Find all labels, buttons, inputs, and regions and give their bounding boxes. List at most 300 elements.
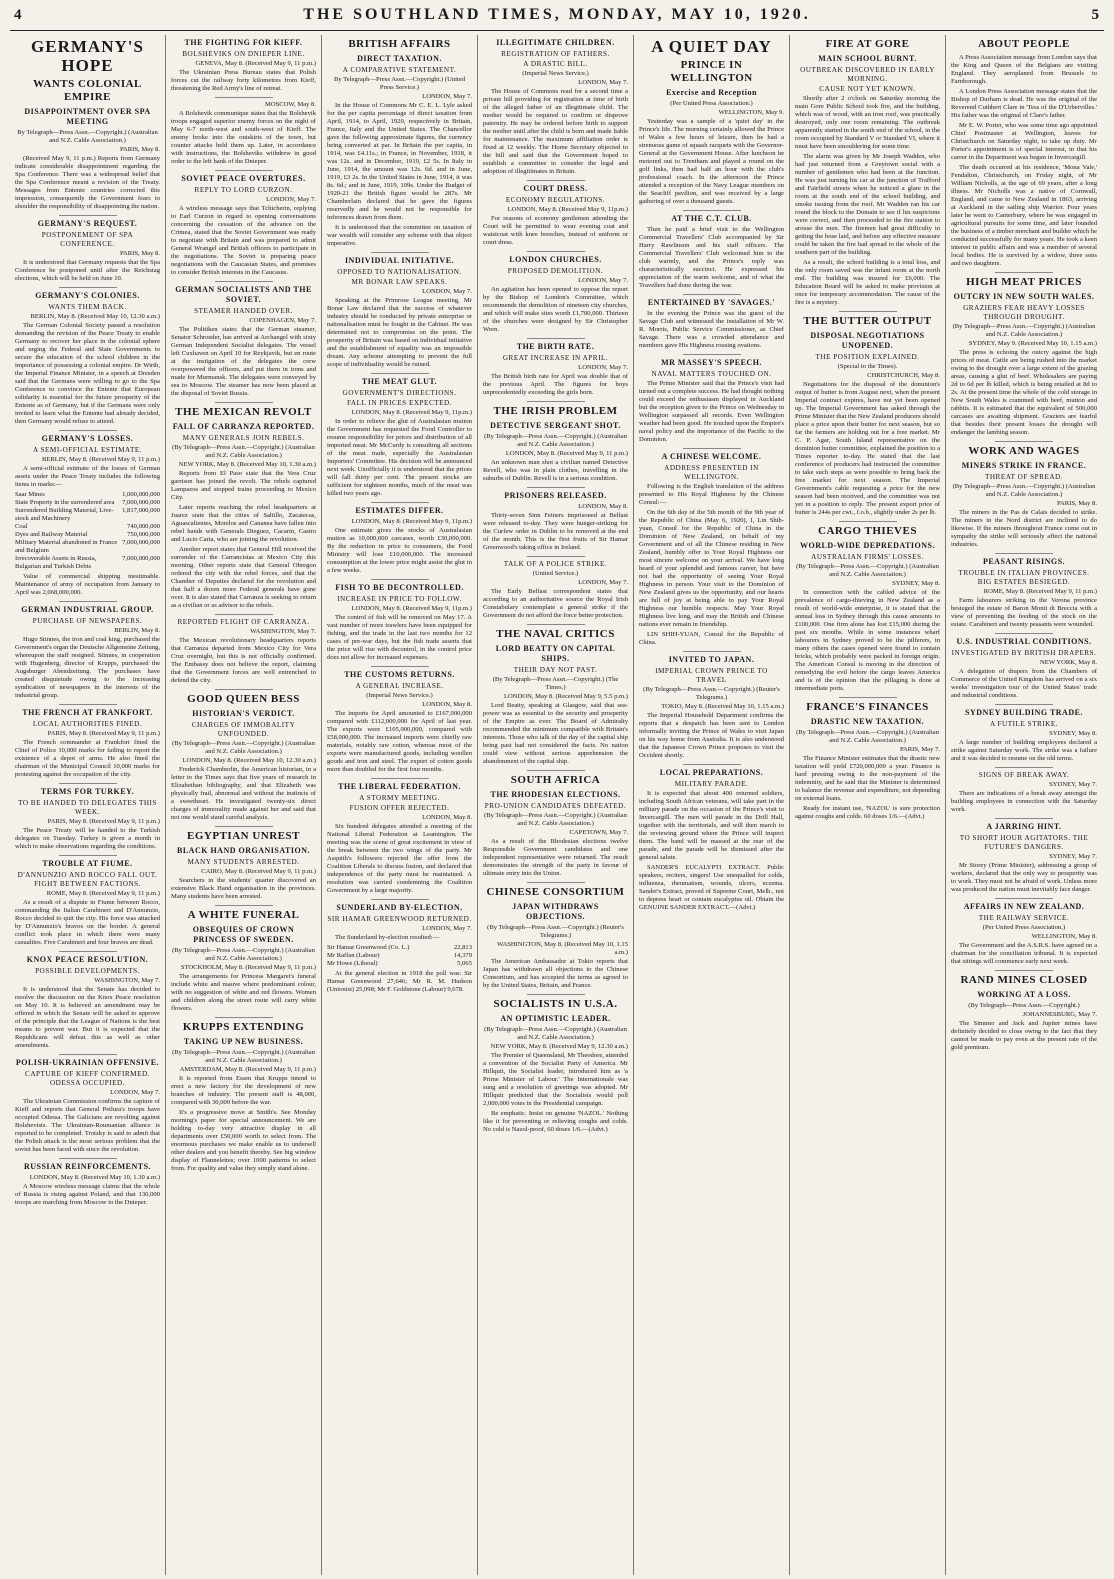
- dateline: SYDNEY, May 9. (Received May 10, 1.15 a.m.): [968, 340, 1097, 347]
- paragraph: A semi-official estimate of the losses of German assets under the Peace Treaty includes the following items in marks:—: [15, 465, 160, 488]
- headline: KRUPPS EXTENDING: [182, 1021, 305, 1033]
- headline: EGYPTIAN UNREST: [187, 830, 300, 842]
- dateline: LONDON, May 7.: [578, 579, 628, 586]
- deck: SIGNS OF BREAK AWAY.: [978, 771, 1070, 779]
- headline: BRITISH AFFAIRS: [348, 38, 451, 50]
- paragraph: Yesterday was a sample of a 'quiet day' in the Prince's life. The morning certainly allowed the Prince of Wales a few hours of leisure, then he had a strenuous game of squash racquets with the Governor-General at the Government House. After luncheon he motored out to Trentham and played a round on the golf links, then had half an hour with the club's professional coach. In the afternoon the Prince attended a reception of the Navy League members on the Seacliff pavilion, and was received by a large gathering of over a thousand guests.: [639, 118, 784, 205]
- divider: [59, 430, 117, 431]
- article: [951, 633, 1097, 700]
- article: [171, 38, 316, 93]
- paragraph: Then he paid a brief visit to the Wellington Commercial Travellers' Club accompanied by Sir Harry Rawlinson and his staff officers. The Commercial Travellers' Club welcomed him to the club warmly, and the Prince's reply was characteristically succinct. He expressed his appreciation of the warm welcome, and of what the Travellers had done during the war.: [639, 226, 784, 289]
- article: [15, 430, 160, 597]
- paragraph: The Finance Minister estimates that the drastic new taxation will yield £720,000,000 a year. Finance is hard pressing owing to the non-payment of the indemnity, and he said that the Minister is determined to balance the revenue and expenditure, not depending on external loans.: [795, 755, 940, 802]
- subheadline: INVITED TO JAPAN.: [668, 655, 755, 664]
- subheadline: TERMS FOR TURKEY.: [40, 787, 135, 796]
- headline: CHINESE CONSORTIUM: [486, 886, 625, 898]
- paragraph: The French commander at Frankfort fined the Chief of Police 10,000 marks for failing to report the existence of a depot of arms. He also fined the chairman of the Municipal Council 10,000 marks for protesting against the occupation of the city.: [15, 739, 160, 778]
- article: [327, 778, 472, 895]
- subheadline: SYDNEY BUILDING TRADE.: [965, 708, 1083, 717]
- divider: [527, 770, 585, 771]
- dateline: LONDON, May 8. (Received May 9, 11p.m.): [351, 409, 472, 416]
- dateline: CAIRO, May 8. (Received May 9, 11 p.m.): [201, 868, 316, 875]
- table-item: Dyes and Railway Material: [15, 531, 88, 538]
- subheadline: WORLD-WIDE DEPREDATIONS.: [800, 541, 935, 550]
- paragraph: Another report states that General Hill received the surrender of the Carrancistas at Mexico City this morning. Other reports state that General Obregon ordered the city with the rebel forces, and that the Chamber of Deputies declared for the revolution and that half a dozen more Federal generals have gone over. It is also stated that Carranza is seeking to return as a civilian or as advisor to the rebels.: [171, 546, 316, 609]
- dateline: BERLIN, May 8. (Received May 9, 11 p.m.): [41, 456, 160, 463]
- divider: [371, 666, 429, 667]
- press-credit: (By Telegraph—Press Assn.—Copyright.) (Reuter's Telegrams.): [487, 924, 624, 939]
- divider: [995, 818, 1053, 819]
- article: [795, 521, 940, 693]
- article: [795, 38, 940, 307]
- subheadline: FALL OF CARRANZA REPORTED.: [172, 422, 315, 431]
- subheadline: GERMAN SOCIALISTS AND THE SOVIET.: [175, 285, 312, 304]
- deck: BOLSHEVIKS ON DNIEPER LINE.: [182, 50, 305, 58]
- paragraph: A Bolshevik communique states that the Bolshevik troops engaged superior enemy forces on the night of May 6-7 north-west and south-west of Kieff. The enemy broke into the outskirts of the town, but counter attacks held them up. Later, in accordance with instructions, the Bolsheviks withdrew in good order to the left bank of the Dnieper.: [171, 110, 316, 165]
- subheadline: THE FRENCH AT FRANKFORT.: [22, 708, 153, 717]
- press-credit: (United Service.): [532, 570, 579, 577]
- divider: [683, 210, 741, 211]
- paragraph: Hugo Stinnes, the iron and coal king, purchased the Government's organ the Deutsche Allgemeine Zeitung, whereupon the staff resigned. Stinnes, in cooperation with Hugenberg, director of Krupps, purchased the Augsburger Abendzeitung. The purchases have created disquietude owing to the increasing syndication of newspapers in the interests of the industrial group.: [15, 636, 160, 699]
- press-credit: By Telegraph—Press Assn.—Copyright.) (United Press Service.): [333, 76, 466, 91]
- article: [15, 951, 160, 1050]
- subheadline: JAPAN WITHDRAWS OBJECTIONS.: [512, 902, 599, 921]
- article: [483, 338, 628, 397]
- dateline: CAPETOWN, May 7.: [569, 829, 628, 836]
- divider: [59, 704, 117, 705]
- dateline: SYDNEY, May 8.: [892, 580, 940, 587]
- deck: PURCHASE OF NEWSPAPERS.: [32, 617, 143, 625]
- paragraph: SANDER'S EUCALYPTI EXTRACT. Public speakers, reciters, singers! Use unequalled for colds, influenza, rheumatism, wounds, ulcers, eczema. Sander's Extract, proved of Supreme Court, Melb., not to depress heart or contain eucalyptus oil. Obtain the GENUINE SANDER EXTRACT.—(Advt.): [639, 864, 784, 911]
- article: [639, 651, 784, 760]
- press-credit: (By Telegraph—Press Assn.—Copyright.) (Australian and N.Z. Cable Association.): [796, 729, 939, 744]
- article: [951, 38, 1097, 268]
- subheadline: AN OPTIMISTIC LEADER.: [500, 1014, 611, 1023]
- article: [327, 252, 472, 369]
- divider: [371, 778, 429, 779]
- press-credit: (Imperial News Service.): [366, 692, 433, 699]
- divider: [215, 402, 273, 403]
- divider: [995, 553, 1053, 554]
- table-row: [15, 491, 160, 499]
- paragraph: At the general election in 1918 the poll was: Sir Hamar Greenwood 27,646; Mr R. M. Hudson (Unionist) 25,098; Mr F. Goldstone (Labour) 9,678.: [327, 970, 472, 993]
- dateline: LONDON, May 7.: [578, 79, 628, 86]
- article: [795, 311, 940, 517]
- paragraph: A delegation of drapers from the Chambers of Commerce of the United Kingdom has arrived on a six weeks' investigation tour of the United States' trade and industrial conditions.: [951, 668, 1097, 699]
- column-2: [166, 35, 322, 1575]
- paragraph: Farm labourers striking in the Verona province besieged the estate of Baron Monti di Breccia with a view of preventing the feeding of the stock on the estate. Carabineri and twenty peasants were wounded.: [951, 597, 1097, 628]
- paragraph: It is reported from Essen that Krupps intend to erect a new factory for the development of new branches of industry. The present staff is 48,000, compared with 30,000 before the war.: [171, 1075, 316, 1106]
- divider: [215, 1017, 273, 1018]
- dateline: STOCKHOLM, May 8. (Received May 9, 11 p.m.): [180, 964, 316, 971]
- deck: A COMPARATIVE STATEMENT.: [342, 66, 457, 74]
- deck: THREAT OF SPREAD.: [984, 473, 1064, 481]
- subheadline: POLISH-UKRAINIAN OFFENSIVE.: [15, 1058, 160, 1067]
- table-item: Irrecoverable Assets in Russia, Bulgarian and Turkish Debts: [15, 555, 97, 570]
- article: [951, 553, 1097, 629]
- dateline: PARIS, May 8. (Received May 9, 11 p.m.): [47, 730, 160, 737]
- divider: [215, 97, 273, 98]
- headline: THE BUTTER OUTPUT: [803, 315, 932, 327]
- paragraph: Lord Beatty, speaking at Glasgow, said that sea-power was as essential to the security and prosperity of the Empire as ever. The Board of Admiralty recommended the minimum compatible with Britain's interests. Those who talk of the day of the capital ship being past had not considered the facts. No nation could view without serious apprehension the abandonment of the capital ship.: [483, 702, 628, 765]
- dateline: PARIS, May 7.: [899, 746, 940, 753]
- headline: SOCIALISTS IN U.S.A.: [493, 998, 618, 1010]
- article: [483, 38, 628, 176]
- article: [639, 354, 784, 444]
- divider: [527, 338, 585, 339]
- article: [15, 37, 160, 211]
- divider: [527, 180, 585, 181]
- headline: GOOD QUEEN BESS: [187, 693, 300, 705]
- dateline: AMSTERDAM, May 8. (Received May 9, 11 p.m.): [179, 1066, 316, 1073]
- subheadline: OUTCRY IN NEW SOUTH WALES.: [953, 292, 1095, 301]
- article: [639, 764, 784, 912]
- press-credit: (By Telegraph—Press Assn.—Copyright.) (Australian and N.Z. Cable Association.): [952, 483, 1096, 498]
- divider: [59, 783, 117, 784]
- divider: [527, 251, 585, 252]
- deck: PROPOSED DEMOLITION.: [507, 267, 604, 275]
- press-credit: (By Telegraph—Press Assn.—Copyright.) (The Times.): [492, 676, 619, 691]
- dateline: WASHINGTON, May 7.: [94, 977, 160, 984]
- divider: [995, 441, 1053, 442]
- press-credit: (By Telegraph—Press Assn.—Copyright.) (Australian and N.Z. Cable Association.): [796, 563, 939, 578]
- dateline: ROME, May 8. (Received May 9, 11 p.m.): [983, 588, 1097, 595]
- paragraph: For reasons of economy gentlemen attending the Court will be permitted to wear evening coat and waistcoat with knee breeches, instead of uniform or court dress.: [483, 215, 628, 246]
- column-7: [946, 35, 1102, 1575]
- headline: RAND MINES CLOSED: [960, 974, 1088, 986]
- deck: ADDRESS PRESENTED IN WELLINGTON.: [664, 464, 759, 481]
- table-item: Coal: [15, 523, 28, 530]
- dateline: SYDNEY, May 8.: [1049, 730, 1097, 737]
- headline: ABOUT PEOPLE: [978, 38, 1070, 50]
- paragraph: Six hundred delegates attended a meeting of the National Liberal Federation at Leamington. The meeting was the scene of great excitement in view of the break between the two wings of the party. Mr Asquith's followers rejected the offer from the Coalition Liberals to discuss fusion, and declared that independence of the party must be maintained. A resolution was carried condemning the Coalition Government by a large majority.: [327, 823, 472, 894]
- columns: [10, 35, 1104, 1575]
- dateline: PARIS, May 8.: [1056, 500, 1097, 507]
- deck-secondary: A DRASTIC BILL.: [523, 60, 588, 68]
- article: [15, 601, 160, 700]
- deck: NAVAL MATTERS TOUCHED ON.: [651, 370, 772, 378]
- paragraph: The imports for April amounted to £167,000,000 compared with £112,000,000 for April of last year. The exports were £105,000,000, compared with £58,000,000. The increased imports were chiefly raw materials, notably raw cotton, whereas most of the exports were manufactured goods, including woollen goods and iron and steel. The export of cotton goods more than doubled for the first four months.: [327, 710, 472, 773]
- table-row: [15, 531, 160, 539]
- divider: [371, 579, 429, 580]
- deck: TALK OF A POLICE STRIKE.: [503, 560, 608, 568]
- article: [15, 704, 160, 779]
- subheadline: THE CUSTOMS RETURNS.: [344, 670, 455, 679]
- divider: [215, 281, 273, 282]
- deck: A GENERAL INCREASE.: [355, 682, 444, 690]
- dateline: SYDNEY, May 7.: [1049, 853, 1097, 860]
- paragraph: It is understood that Germany requests that the Spa Conference be postponed until after the Reichstag elections, which will be held on June 10.: [15, 259, 160, 282]
- table-value: 7,000,000,000: [122, 539, 160, 546]
- deck: A SEMI-OFFICIAL ESTIMATE.: [32, 446, 143, 454]
- dateline: LONDON, May 8. (Received May 9, 11p.m.): [351, 518, 472, 525]
- article: [483, 401, 628, 483]
- divider: [995, 704, 1053, 705]
- dateline: LONDON, May 7.: [422, 93, 472, 100]
- subheadline: GERMAN INDUSTRIAL GROUP.: [21, 605, 154, 614]
- deck: REPLY TO LORD CURZON.: [194, 186, 293, 194]
- paragraph: An unknown man shot a civilian named Detective Revell, who was in plain clothes, travelling in the suburbs of Dublin. Revell is in a serious condition.: [483, 459, 628, 482]
- paragraph: Later reports reaching the rebel headquarters at Juarez state that the cities of Saltillo, Zacatecas, Aguascalientes, Morelos and Cananea have fallen into rebel hands with Generals Dieguez, Cacarin, Castro and Lucio Caria, who are joining the revolution.: [171, 504, 316, 543]
- subheadline: THE MEAT GLUT.: [361, 377, 438, 386]
- paragraph: The Ukrainian Press Bureau states that Polish forces cut the railway forty kilometres from Kieff, threatening the Red Army's line of retreat.: [171, 69, 316, 92]
- article: [171, 1017, 316, 1173]
- paragraph: In the House of Commons Mr C. E. L. Lyle asked for the per capita percentage of direct taxation from April, 1914, to April, 1920, respectively in Britain, France, Italy and the United States. The Chancellor gave the following approximate figures, the currency being converted at par. In Britain the per capita, in 1914, was £4.11s.; in France, in November, 1918, it was 12s. and in December, 1919, £2 5s. In Italy in June, 1914, the amount was 12s. 6d. and in June, 1919, £3 2s. In the United States in June, 1914, it was 8s. 6d.; and in June, 1919, 109s. Under the Budget of 1920-21 the British figure would be 287s. Mr Chamberlain declared that he gave the figures reservedly and he would not be responsible for inferences drawn from them.: [327, 102, 472, 221]
- divider: [683, 651, 741, 652]
- deck: OPPOSED TO NATIONALISATION.: [337, 268, 462, 276]
- dateline: PARIS, May 8. (Received May 9, 11 p.m.): [47, 818, 160, 825]
- paragraph: There are indications of a break away amongst the building employees in connection with the Saturday work.: [951, 790, 1097, 813]
- paragraph: The House of Commons read for a second time a private bill providing for registration at time of birth of the alleged father of an illegitimate child. The mother would be required to confirm or disprove paternity. He may be ordered before birth to support the mother until after the child is born and made liable for maintenance. The maximum affiliation order is fixed at 12 weekly. The Home Secretary objected to the bill and said that the Government hoped to establish a committee to consider the legal and adoption of illegitimates in Britain.: [483, 88, 628, 175]
- deck-secondary: FUSION OFFER REJECTED.: [349, 804, 450, 812]
- dateline: LONDON, May 7.: [422, 288, 472, 295]
- deck: GOVERNMENT'S DIRECTIONS.: [342, 389, 457, 397]
- divider: [683, 354, 741, 355]
- subheadline: GERMANY'S LOSSES.: [41, 434, 134, 443]
- deck-secondary: FALL IN PRICES EXPECTED.: [346, 399, 453, 407]
- column-4: [478, 35, 634, 1575]
- article: [951, 818, 1097, 894]
- article: [327, 899, 472, 994]
- dateline: SYDNEY, May 7.: [1049, 781, 1097, 788]
- paragraph: (Received May 9, 11 p.m.) Reports from Germany indicate considerable disappointment regarding the Spa Conference. There was a widespread belief that the Spa Conference meant a revision of the Treaty. Messages from Entente countries corrected this impression, consequently the Government fears to shoulder the responsibility of disappointing the nation.: [15, 155, 160, 210]
- article: [171, 170, 316, 277]
- article: [327, 666, 472, 774]
- press-credit: (By Telegraph—Press Assn.—Copyright.) (Australian and N.Z. Cable Association.): [172, 1049, 315, 1064]
- column-3: [322, 35, 478, 1575]
- divider: [527, 401, 585, 402]
- article: [171, 281, 316, 398]
- subheadline: Exercise and Reception: [666, 88, 757, 97]
- deck: INVESTIGATED BY BRITISH DRAPERS.: [951, 649, 1097, 657]
- press-credit: (Per United Press Association.): [982, 924, 1066, 931]
- deck: LOCAL AUTHORITIES FINED.: [32, 720, 143, 728]
- subheadline: FISH TO BE DECONTROLLED.: [335, 583, 464, 592]
- column-5: [634, 35, 790, 1575]
- deck: IMPERIAL CROWN PRINCE TO TRAVEL: [655, 667, 768, 684]
- article: [639, 210, 784, 290]
- article: [483, 770, 628, 878]
- headline-main: A QUIET DAY: [651, 37, 772, 56]
- deck: D'ANNUNZIO AND ROCCO FALL OUT. FIGHT BETWEEN FACTIONS.: [17, 871, 158, 888]
- headline: WANTS COLONIAL EMPIRE: [33, 78, 142, 103]
- page-number: 5: [1091, 7, 1100, 23]
- dateline: LONDON, May 7.: [110, 1089, 160, 1096]
- paragraph: In connection with the cabled advice of the prevalence of cargo-thieving in New Zealand as a result of world-wide enterprise, it is stated that the annual loss in Sydney through this cause amounts to £100,000. One firm alone has lost £15,000 during the past six months. While in some instances wharf labourers in Sydney proved to be the pilferers, in many others the cases opened were found to contain bricks, which probably were packed in foreign origin. The American Consul is moving in the direction of remedying the evil before the cargo leaves America and is of the opinion that the pillaging is done at intermediate ports.: [795, 589, 940, 692]
- paragraph: The American Ambassador at Tokio reports that Japan has withdrawn all objections to the Chinese Consortium, and has accepted the terms as agreed to by the United States, Britain, and France.: [483, 958, 628, 989]
- dateline: NEW YORK, May 8.: [1040, 659, 1097, 666]
- paragraph: Mr Storey (Prime Minister), addressing a group of workers, declared that the only way to prosperity was to work. They must not be afraid of work. Unless more was produced the nation must inevitably face danger.: [951, 862, 1097, 893]
- table-value: 740,000,000: [127, 523, 160, 530]
- table-item: Sir Hamar Greenwood (Co. L.): [327, 944, 410, 951]
- article: [171, 689, 316, 822]
- paragraph: Following is the English translation of the address presented to His Royal Highness by the Chinese Consul:—: [639, 483, 784, 506]
- dateline: LONDON, May 7.: [422, 925, 472, 932]
- dateline: LONDON, May 8. (Received May 9, 5.5 p.m.): [504, 693, 628, 700]
- dateline: NEW YORK, May 8. (Received May 10, 1.30 a.m.): [178, 461, 316, 468]
- paragraph: The miners in the Pas de Calais decided to strike. The miners in the Nord district are inclined to do likewise. If the miners throughout France come out in sympathy the strike will seriously affect the national industries.: [951, 509, 1097, 548]
- article: [951, 898, 1097, 966]
- subheadline: PEASANT RISINGS.: [982, 557, 1066, 566]
- table-value: 750,000,000: [127, 531, 160, 538]
- table-row: [327, 944, 472, 952]
- divider: [995, 633, 1053, 634]
- article: [951, 704, 1097, 763]
- divider: [995, 898, 1053, 899]
- table-item: Surrendered Building Material, Live-stock and Machinery: [15, 507, 114, 522]
- article: [15, 855, 160, 947]
- divider: [527, 994, 585, 995]
- deck: CHARGES OF IMMORALITY UNFOUNDED.: [191, 721, 296, 738]
- table-row: [327, 952, 472, 960]
- paragraph: The alarm was given by Mr Joseph Wadden, who had just returned from a Greytown social with a number of gentlemen who had been at the function. He was just turning his car at the junction of Trafford and Fairfield streets when he noticed a glare in the room at the south end of the school building, and smoke issuing from the roof. Mr Wadden ran his car round the block to the Domain to see if his suspicions were correct, and then proceeded to the fire station to arouse the men. The firemen had great difficulty in getting the hose laid, and before any effective measure could be taken the fire had spread to the whole of the southern part of the building.: [795, 153, 940, 256]
- paragraph: Shortly after 2 o'clock on Saturday morning the main Gore Public School took fire, and the building, which was of wood, with an iron roof, was practically destroyed, only one room remaining. The outbreak apparently started in the south end of the school, in the room occupied by Standard V or Standard VI, where it must have been smouldering for some time.: [795, 95, 940, 150]
- divider: [59, 951, 117, 952]
- article: [171, 402, 316, 610]
- deck: MILITARY PARADE.: [674, 780, 749, 788]
- deck: A STORMY MEETING.: [359, 794, 440, 802]
- paragraph: As a result of a dispute in Fiume between Rocco, commanding the Italian Carabineri and D'Annunzio, Rocco decided to quit the city. His force was attacked by D'Annunzio's bravos on the border. A general conflict took place in which there were many casualties. Five Carabineri and four bravos are dead.: [15, 899, 160, 946]
- headline: HIGH MEAT PRICES: [966, 276, 1082, 288]
- divider: [995, 970, 1053, 971]
- paragraph: The Premier of Queensland, Mr Theodore, attended a convention of the Socialist Party of America. Mr Hillquit, the Socialist leader, introduced him as 'a Prime Minister of Labour.' The Internationale was sung and a resolution of greetings was adopted. Mr Hillquit predicted that the Socialists would poll 2,000,000 votes in the Presidential campaign.: [483, 1052, 628, 1107]
- divider: [527, 556, 585, 557]
- paragraph: A wireless message says that Tchicherin, replying to Earl Curzon in regard to opening conversations concerning the cessation of the advance on the Crimea, stated that the Soviet Government was ready to negotiate with Britain and was prepared to admit General Wrangel and British officers to participate in the negotiations. The Soviet is preparing peace negotiations with the Caucasian States, and promises to consider British interests in the Caucasus.: [171, 205, 316, 276]
- divider: [527, 882, 585, 883]
- paragraph: An agitation has been opened to oppose the report by the Bishop of London's Committee, which recommends the demolition of nineteen city churches, and which will make sites worth £1,700,000. Thirteen of the churches were designed by Sir Christopher Wren.: [483, 286, 628, 333]
- press-credit: (By Telegraph—Press Assn.—Copyright.) (Australian and N.Z. Cable Association.): [952, 323, 1096, 338]
- column-6: [790, 35, 946, 1575]
- subheadline: COURT DRESS.: [523, 184, 588, 193]
- headline-main: GERMANY'S HOPE: [31, 37, 144, 75]
- article: [951, 970, 1097, 1052]
- subheadline: A JARRING HINT.: [986, 822, 1062, 831]
- headline: A WHITE FUNERAL: [187, 909, 300, 921]
- paragraph: One estimate gives the stocks of Australasian mutton as 10,000,000 carcases, worth £30,000,000. By the reduction in price to consumers, the Food Ministry will lose £10,000,000. The increased consumption at the lower price might assist the glut in a few weeks.: [327, 527, 472, 574]
- article: [639, 37, 784, 206]
- press-credit: (By Telegraph—Press Assn.—Copyright.) (Reuter's Telegrams.): [643, 686, 780, 701]
- subheadline: DRASTIC NEW TAXATION.: [810, 717, 925, 726]
- dateline: LONDON, May 8. (Received May 10, 12.30 a.m.): [182, 757, 316, 764]
- paragraph: The Imperial Household Department confirms the reports that a despatch has been sent to London informally inviting the Prince of Wales to visit Japan on his way home from Australia. It is also understood that the Japanese Crown Prince proposes to visit the Occident shortly.: [639, 712, 784, 759]
- paragraph: The Ukrainian Commission confirms the capture of Kieff and reports that General Petlura's troops have occupied Odessa. The Galicians are revolting against Bolshevists. The Ukrainian-Roumanian alliance is reported to be completed. Trotzky is said to admit that the Polish attack is the most serious problem that the soviet has been faced with since the revolution.: [15, 1098, 160, 1153]
- divider: [995, 767, 1053, 768]
- newspaper-title: THE SOUTHLAND TIMES, MONDAY, MAY 10, 1920.: [303, 6, 811, 23]
- subheadline: ESTIMATES DIFFER.: [355, 506, 444, 515]
- article: [15, 1158, 160, 1207]
- paragraph: It is understood that the committee on taxation of war wealth will consider any scheme with that object imperative.: [327, 224, 472, 247]
- subheadline: ILLEGITIMATE CHILDREN.: [496, 38, 615, 47]
- table-item: Mr Howe (Liberal): [327, 960, 378, 967]
- dateline: ROME, May 8. (Received May 9, 11 p.m.): [46, 890, 160, 897]
- article: [327, 373, 472, 498]
- deck: TO BE HANDED TO DELEGATES THIS WEEK.: [18, 799, 157, 816]
- article: [483, 994, 628, 1134]
- deck: THEIR DAY NOT PAST.: [513, 666, 598, 674]
- dateline: PARIS, May 8.: [119, 146, 160, 153]
- paragraph: The press is echoing the outcry against the high prices of meat. Cattle are being rushed into the market owing to the drought over a large extent of the grazing areas, causing a glut of beef. Wholesalers are paying 2d to 6d per lb killed, which is being retailed at 8d to 2s. At the present time the whole of the cold storage in New South Wales is crammed with beef, mutton and rabbits. It is estimated that the equivalent of 500,000 carcases are awaiting shipment. Graziers are fearful that besides their present losses the drought will endanger the lambing season.: [951, 349, 1097, 436]
- article: [171, 905, 316, 1013]
- table-value: 14,379: [453, 952, 472, 959]
- press-credit: (By Telegraph—Press Assn.—Copyright.) (Australian and N.Z. Cable Association.): [172, 947, 315, 962]
- table-row: [15, 539, 160, 555]
- table-value: 22,813: [453, 944, 472, 951]
- dateline: LONDON, May 8.: [422, 701, 472, 708]
- headline: THE IRISH PROBLEM: [493, 405, 618, 417]
- deck: A FUTILE STRIKE.: [989, 720, 1059, 728]
- subheadline: MR MASSEY'S SPEECH.: [661, 358, 762, 367]
- article: [483, 882, 628, 990]
- paragraph: The Politiken states that the German steamer, Senator Schroeder, has arrived at Archangel with sixty German Independent Socialist delegates. The vessel left Cuxhaven on April 10 for Reykjavik, but en route at the instigation of the delegates the crew overpowered the officers, and put them in irons and made for Murmansk. The delegates were conveyed by sea to Moscow. The steamer has now been placed at the disposal of Soviet Russia.: [171, 326, 316, 397]
- table-row: [15, 499, 160, 507]
- press-credit: (By Telegraph—Press Assn.—Copyright.) (Australian and N.Z. Cable Association.): [484, 433, 627, 448]
- subheadline: TROUBLE AT FIUME.: [42, 859, 133, 868]
- deck: SIR HAMAR GREENWOOD RETURNED.: [327, 915, 472, 923]
- dateline: WELLINGTON, May 9.: [718, 109, 784, 116]
- divider: [371, 502, 429, 503]
- article: [639, 294, 784, 350]
- paragraph: Frederick Chamberlin, the American historian, in a letter to the Times says that five years of research in Elizabethan bibliography, and that Elizabeth was physically frail, abnormal and without the instincts of a sweetheart. He investigated twenty-six direct charges of immorality made against her and said that not one would stand careful analysis.: [171, 766, 316, 821]
- paragraph: As a result of the Rhodesian elections twelve Responsible Government candidates and one independent representative were returned. The result demonstrates the strength of the party in favour of ultimate entry into the Union.: [483, 838, 628, 877]
- article: [483, 251, 628, 334]
- deck: MANY GENERALS JOIN REBELS.: [182, 434, 305, 442]
- subheadline: THE RHODESIAN ELECTIONS.: [490, 790, 621, 799]
- article: [15, 215, 160, 283]
- divider: [527, 487, 585, 488]
- dateline: LONDON, May 7.: [578, 364, 628, 371]
- paragraph: Value of commercial shipping inestimable. Maintenance of army of occupation from January to April was 2,068,000,000.: [15, 573, 160, 596]
- divider: [215, 689, 273, 690]
- headline: FIRE AT GORE: [825, 38, 910, 50]
- press-credit: (Imperial News Service.): [522, 70, 589, 77]
- table-item: Saar Mines: [15, 491, 45, 498]
- masthead: [10, 6, 1104, 31]
- article: [327, 502, 472, 575]
- deck: GRAZIERS FEAR HEAVY LOSSES THROUGH DROUGHT.: [963, 304, 1085, 321]
- divider: [371, 899, 429, 900]
- paragraph: It is understood that the Senate has decided to resolve the discussion on the Knox Peace resolution on May 10. It is believed an amendment may be offered in which the Senate will be asked to approve of the principle that the League of Nations is the best means to prevent war. But it is expected that the Republicans will defeat this as well as other amendments.: [15, 986, 160, 1049]
- article: [483, 624, 628, 766]
- dateline: BERLIN, May 8.: [114, 627, 160, 634]
- headline: THE NAVAL CRITICS: [496, 628, 615, 640]
- dateline: NEW YORK, May 8. (Received May 9, 12.30 a.m.): [490, 1043, 628, 1050]
- paragraph: The Simmer and Jack and Jupiter mines have definitely decided to close owing to the fact that they cannot be made to pay even at the present rate of the gold premium.: [951, 1020, 1097, 1051]
- subheadline: MAIN SCHOOL BURNT.: [818, 54, 917, 63]
- deck: GREAT INCREASE IN APRIL.: [502, 354, 609, 362]
- deck: THE POSITION EXPLAINED.: [815, 353, 920, 361]
- paragraph: Ready for instant use, 'NAZOL' is sure protection against coughs and colds. 60 doses 1/6.—(Advt.): [795, 805, 940, 820]
- subheadline: THE FIGHTING FOR KIEFF.: [184, 38, 303, 47]
- divider: [371, 252, 429, 253]
- subheadline: DISPOSAL NEGOTIATIONS UNOPENED.: [810, 331, 925, 350]
- paragraph: The German Colonial Society passed a resolution demanding the revision of the Peace Treaty to enable Germany to recover her place in the colonial sphere and urging the Federal and State Governments to secure the education of the school children in the importance of possessing a colonial empire. Dr Wirth, the Imperial Finance Minister, in a speech at Dresden said that the Germans were willing to go to the Spa Conference to convince the Entente that European solidarity is essential for the future prosperity of the Entente as of Germany, but if the Germans were only invited to learn what the Entente had already decided, then Germany would refuse to attend.: [15, 322, 160, 425]
- deck: THE RAILWAY SERVICE.: [978, 914, 1070, 922]
- dateline: MOSCOW, May 8.: [264, 101, 316, 108]
- deck: AUSTRALIAN FIRMS' LOSSES.: [811, 553, 924, 561]
- page-number-left: 4: [14, 7, 23, 23]
- dateline: LONDON, May 8.: [422, 814, 472, 821]
- paragraph: Thirty-seven Sinn Feiners imprisoned at Belfast were released to-day. They were hunger-striking for the Curfew order in Dublin to be removed at the end of the month. This is the first fruits of Sir Hamar Greenwood's taking office in Ireland.: [483, 512, 628, 551]
- dateline: LONDON, May 8. (Received May 9, 11 p.m.): [505, 450, 628, 457]
- dateline: GENEVA, May 8. (Received May 9, 11 p.m.): [195, 60, 316, 67]
- subheadline: SOVIET PEACE OVERTURES.: [181, 174, 306, 183]
- subheadline: THE BIRTH RATE.: [516, 342, 595, 351]
- divider: [59, 1054, 117, 1055]
- deck: REGISTRATION OF FATHERS.: [501, 50, 610, 58]
- table-row: [15, 523, 160, 531]
- paragraph: A London Press Association message states that the Bishop of Durham is dead. He was the original of the Reverend Cuthbert Clare in 'Tess of the D'Urbervilles.' His father was the original of Clare's father.: [951, 88, 1097, 119]
- paragraph: In the evening the Prince was the guest of the Savage Club and witnessed the installation of Mr W. R. Morris, Public Service Commissioner, as Chief Savage. There was a crowded attendance and members gave His Highness rousing ovations.: [639, 310, 784, 349]
